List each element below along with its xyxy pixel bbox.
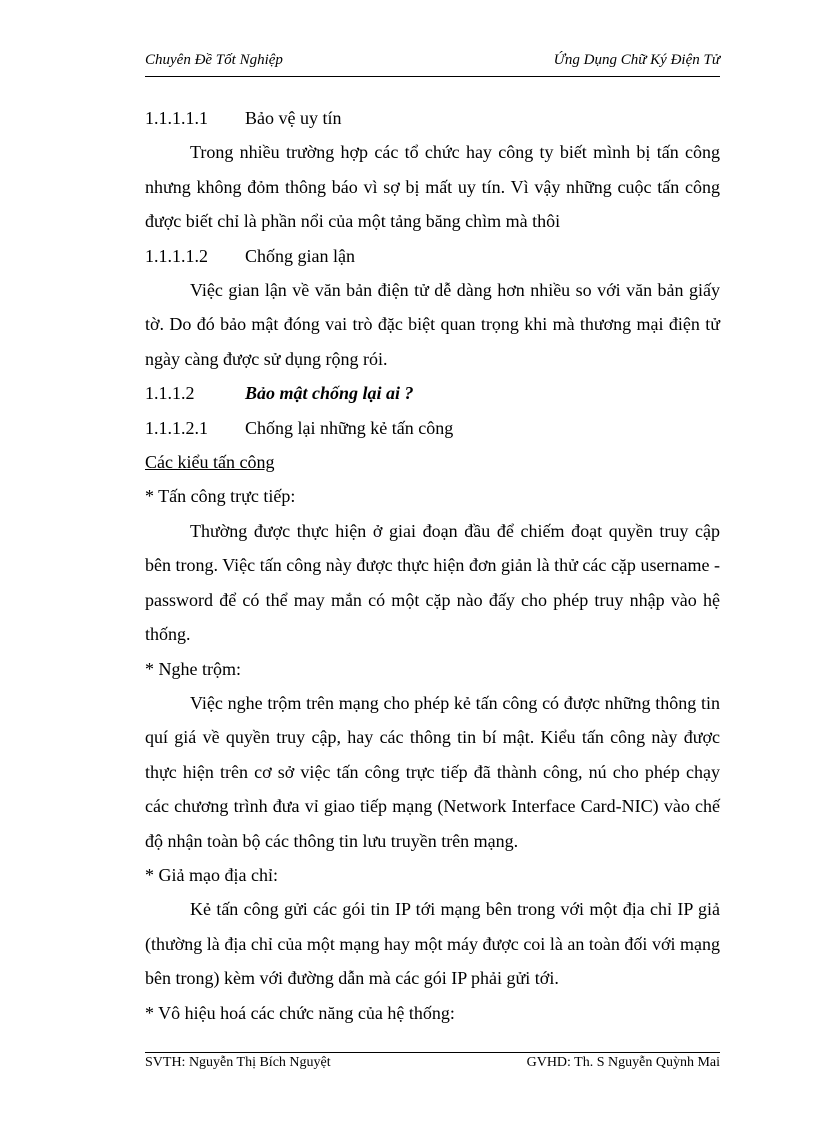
header-right-title: Ứng Dụng Chữ Ký Điện Tử	[553, 52, 720, 68]
subheading-underlined: Các kiểu tấn công	[145, 452, 275, 473]
section-heading	[145, 411, 720, 445]
paragraph: Việc nghe trộm trên mạng cho phép kẻ tấn công có được những thông tin quí giá về quyền truy cập, hay các thông tin bí mật. Kiểu tấn công này được thực hiện trên cơ sở việc tấn công trực tiếp đã thành công, nú cho phép chạy các chương trình đưa vỉ giao tiếp mạng (Network Interface Card-NIC) vào chế độ nhận toàn bộ các thông tin lưu truyền trên mạng.	[145, 692, 720, 851]
footer-divider	[145, 1052, 720, 1053]
footer-student: SVTH: Nguyễn Thị Bích Nguyệt	[145, 1055, 331, 1070]
footer-advisor: GVHD: Th. S Nguyễn Quỳnh Mai	[526, 1055, 720, 1070]
bullet-label: * Nghe trộm:	[145, 658, 241, 679]
bullet-label: * Tấn công trực tiếp:	[145, 486, 296, 507]
heading-number: 1.1.1.2	[145, 383, 195, 404]
paragraph: Kẻ tấn công gửi các gói tin IP tới mạng bên trong với một địa chỉ IP giả (thường là địa chỉ của một mạng hay một máy được coi là an toàn đối với mạng bên trong) kèm với đường dẫn mà các gói IP phải gửi tới.	[145, 899, 720, 989]
paragraph: Việc gian lận về văn bản điện tử dễ dàng hơn nhiều so với văn bản giấy tờ. Do đó bảo mật đóng vai trò đặc biệt quan trọng khi mà thương mại điện tử ngày càng được sử dụng rộng rói.	[145, 280, 720, 369]
header-left-title: Chuyên Đề Tốt Nghiệp	[145, 52, 283, 68]
heading-number: 1.1.1.1.2	[145, 245, 208, 266]
bullet-label: * Vô hiệu hoá các chức năng của hệ thống:	[145, 1002, 455, 1023]
section-heading	[145, 239, 720, 273]
paragraph: Trong nhiều trường hợp các tổ chức hay công ty biết mình bị tấn công nhưng không đỏm thông báo vì sợ bị mất uy tín. Vì vậy những cuộc tấn công được biết chỉ là phần nổi của một tảng băng chìm mà thôi	[145, 142, 720, 232]
heading-number: 1.1.1.1.1	[145, 108, 208, 128]
heading-title: Bảo mật chống lại ai ?	[245, 383, 414, 404]
heading-title: Chống lại những kẻ tấn công	[245, 417, 454, 438]
header-divider	[145, 76, 720, 77]
heading-title: Chống gian lận	[245, 245, 355, 266]
section-heading	[145, 101, 720, 135]
document-body	[145, 101, 720, 1030]
section-heading	[145, 376, 720, 410]
heading-title: Bảo vệ uy tín	[245, 108, 342, 128]
page-header	[145, 52, 720, 78]
paragraph: Thường được thực hiện ở giai đoạn đầu để chiếm đoạt quyền truy cập bên trong. Việc tấn công này được thực hiện đơn giản là thử các cặp username - password để có thể may mắn có một cặp nào đấy cho phép truy nhập vào hệ thống.	[145, 520, 720, 645]
heading-number: 1.1.1.2.1	[145, 417, 208, 438]
bullet-label: * Giả mạo địa chỉ:	[145, 864, 278, 885]
